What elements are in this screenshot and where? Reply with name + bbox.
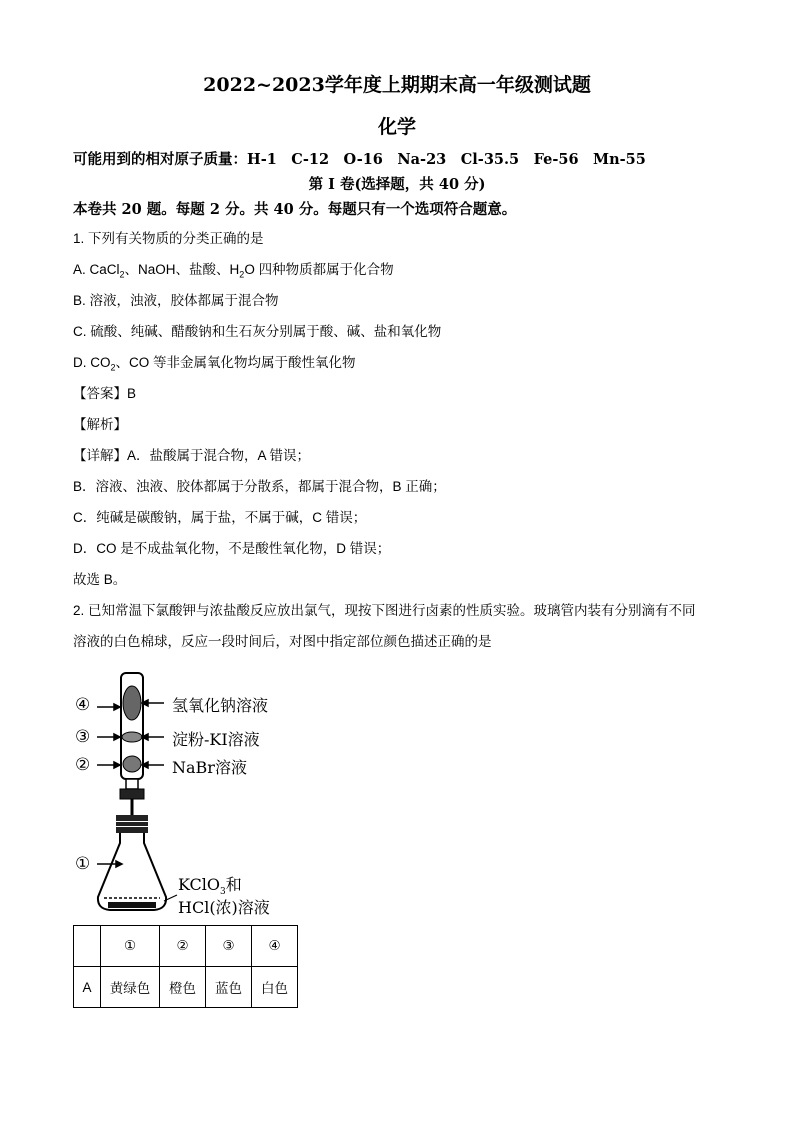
q2-options-table bbox=[73, 925, 298, 1008]
q1-analysis-label: 【解析】 bbox=[73, 417, 127, 432]
stopper bbox=[116, 815, 148, 821]
table-header-cell: ① bbox=[101, 926, 160, 967]
exam-title: 2022~2023学年度上期期末高一年级测试题 bbox=[203, 74, 591, 96]
table-row bbox=[74, 967, 298, 1008]
q1-option-c: C. 硫酸、纯碱、醋酸钠和生石灰分别属于酸、碱、盐和氧化物 bbox=[73, 324, 442, 339]
q1-stem: 1. 下列有关物质的分类正确的是 bbox=[73, 231, 264, 246]
label-num-2: ② bbox=[75, 755, 91, 775]
label-hcl: HCl(浓)溶液 bbox=[178, 898, 270, 917]
q1-detail-c: C．纯碱是碳酸钠，属于盐，不属于碱，C 错误； bbox=[73, 510, 367, 525]
section-title: 第 I 卷(选择题，共 40 分) bbox=[308, 176, 486, 193]
cotton-ball-4 bbox=[123, 686, 141, 720]
table-header-cell: ② bbox=[160, 926, 206, 967]
q1-conclusion: 故选 B。 bbox=[73, 572, 127, 587]
q1-detail-a: 【详解】A．盐酸属于混合物，A 错误； bbox=[73, 448, 311, 463]
table-cell: 橙色 bbox=[160, 967, 206, 1008]
table-header-row bbox=[74, 926, 298, 967]
table-header-cell: ④ bbox=[252, 926, 298, 967]
arrow-1 bbox=[97, 861, 122, 867]
q2-stem-line2: 溶液的白色棉球，反应一段时间后，对图中指定部位颜色描述正确的是 bbox=[73, 634, 492, 649]
q1-detail-d: D．CO 是不成盐氧化物，不是酸性氧化物，D 错误； bbox=[73, 541, 391, 556]
cotton-ball-2 bbox=[123, 756, 141, 772]
table-header-cell bbox=[74, 926, 101, 967]
instructions: 本卷共 20 题。每题 2 分。共 40 分。每题只有一个选项符合题意。 bbox=[73, 201, 517, 218]
atomic-masses: 可能用到的相对原子质量：H-1 C-12 O-16 Na-23 Cl-35.5 Fe-56 Mn-55 bbox=[73, 151, 646, 168]
table-cell: 蓝色 bbox=[206, 967, 252, 1008]
flask-liquid bbox=[108, 902, 156, 908]
q1-option-a: A. CaCl$_2$、NaOH、盐酸、$H_2O$ 四种物质都属于化合物 bbox=[73, 262, 394, 280]
label-nabr: NaBr溶液 bbox=[172, 758, 247, 777]
table-header-cell: ③ bbox=[206, 926, 252, 967]
cotton-ball-3 bbox=[122, 732, 142, 742]
q1-option-b: B. 溶液，浊液，胶体都属于混合物 bbox=[73, 293, 279, 308]
label-kclo3: KClO$_3$和 bbox=[178, 875, 242, 898]
q1-answer: 【答案】B bbox=[73, 386, 137, 401]
q1-detail-b: B．溶液、浊液、胶体都属于分散系，都属于混合物，B 正确； bbox=[73, 479, 446, 494]
label-num-4: ④ bbox=[75, 695, 91, 715]
label-num-3: ③ bbox=[75, 727, 91, 747]
rubber-connector bbox=[120, 789, 144, 799]
table-cell: 黄绿色 bbox=[101, 967, 160, 1008]
q1-option-d: D. $CO_2$、CO 等非金属氧化物均属于酸性氧化物 bbox=[73, 355, 356, 373]
subject-title: 化学 bbox=[377, 116, 416, 138]
q2-stem-line1: 2. 已知常温下氯酸钾与浓盐酸反应放出氯气，现按下图进行卤素的性质实验。玻璃管内装有分别滴有不同 bbox=[73, 603, 696, 618]
label-starch-ki: 淀粉-KI溶液 bbox=[172, 730, 260, 749]
label-naoh: 氢氧化钠溶液 bbox=[172, 696, 269, 715]
table-cell: 白色 bbox=[252, 967, 298, 1008]
label-num-1: ① bbox=[75, 854, 91, 874]
table-cell: A bbox=[74, 967, 101, 1008]
